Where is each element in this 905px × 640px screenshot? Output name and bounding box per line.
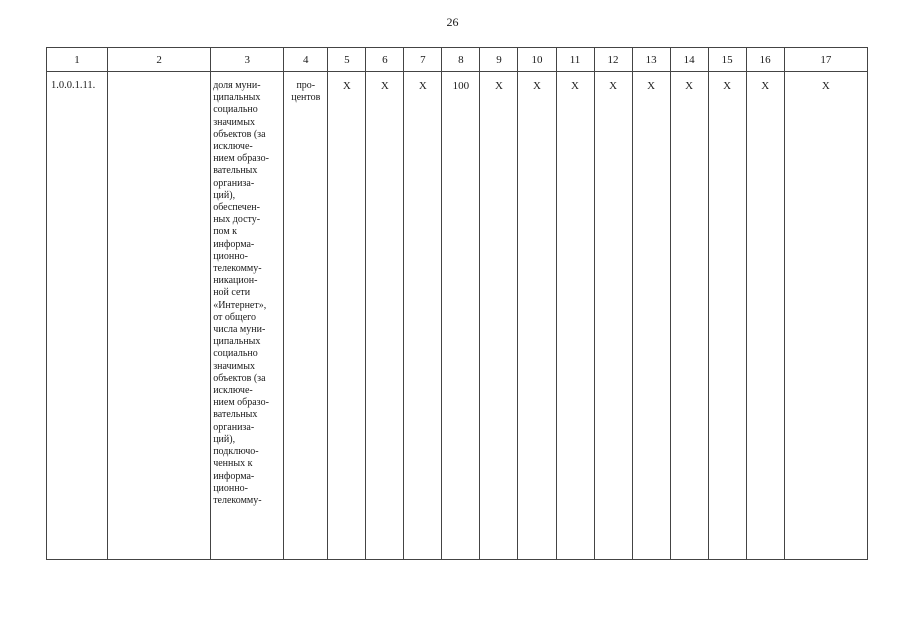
description-line: никацион- — [213, 275, 258, 287]
header-cell: 6 — [366, 48, 404, 72]
description-line: исключе- — [213, 141, 253, 153]
description-line: ционно- — [213, 250, 248, 262]
description-line: подключо- — [213, 446, 259, 458]
value-cell: Х — [784, 72, 867, 560]
description-line: ципальных — [213, 336, 261, 348]
description-line: информа- — [213, 470, 255, 482]
header-cell: 15 — [708, 48, 746, 72]
data-table — [46, 47, 868, 560]
header-cell: 5 — [328, 48, 366, 72]
description-line: телекомму- — [213, 494, 262, 506]
header-cell: 1 — [47, 48, 108, 72]
unit-line: центов — [291, 92, 321, 103]
description-line: социально — [213, 104, 258, 116]
description-line: исключе- — [213, 385, 253, 397]
description-line: информа- — [213, 238, 255, 250]
description-line: вательных — [213, 409, 258, 421]
value-cell: Х — [480, 72, 518, 560]
description-line: телекомму- — [213, 263, 262, 275]
description-line: значимых — [213, 360, 255, 372]
value-cell: Х — [632, 72, 670, 560]
unit-line: про- — [296, 80, 316, 91]
description-line: ций), — [213, 189, 236, 201]
value-cell: Х — [404, 72, 442, 560]
indicator-code: 1.0.0.1.11. — [47, 72, 108, 560]
description-line: ной сети — [213, 287, 251, 299]
description-line: организа- — [213, 177, 255, 189]
value-cell: Х — [518, 72, 556, 560]
header-cell: 12 — [594, 48, 632, 72]
header-cell: 10 — [518, 48, 556, 72]
value-cell: Х — [594, 72, 632, 560]
description-line: пом к — [213, 226, 238, 238]
description-line: ных досту- — [213, 214, 261, 226]
header-cell: 16 — [746, 48, 784, 72]
description-line: объектов (за — [213, 128, 266, 140]
header-cell: 14 — [670, 48, 708, 72]
description-line: значимых — [213, 116, 255, 128]
description-line: объектов (за — [213, 372, 266, 384]
page-number: 26 — [446, 15, 459, 29]
description-line: нием образо- — [213, 153, 269, 165]
description-line: ций), — [213, 433, 236, 445]
header-cell: 3 — [211, 48, 284, 72]
value-cell: Х — [708, 72, 746, 560]
value-cell: Х — [556, 72, 594, 560]
header-cell: 7 — [404, 48, 442, 72]
description-line: вательных — [213, 165, 258, 177]
header-row — [47, 48, 868, 72]
header-cell: 9 — [480, 48, 518, 72]
value-cell: Х — [746, 72, 784, 560]
description-line: ченных к — [213, 458, 253, 470]
description-line: нием образо- — [213, 397, 269, 409]
description-line: социально — [213, 348, 258, 360]
table-row — [47, 72, 868, 560]
header-cell: 13 — [632, 48, 670, 72]
unit-cell — [284, 72, 328, 560]
indicator-description — [211, 72, 284, 560]
description-line: ционно- — [213, 482, 248, 494]
value-cell: Х — [366, 72, 404, 560]
description-line: обеспечен- — [213, 202, 260, 214]
empty-cell — [108, 72, 211, 560]
header-cell: 4 — [284, 48, 328, 72]
header-cell: 2 — [108, 48, 211, 72]
header-cell: 8 — [442, 48, 480, 72]
description-line: от общего — [213, 311, 257, 323]
value-cell: Х — [670, 72, 708, 560]
value-cell: 100 — [442, 72, 480, 560]
value-cell: Х — [328, 72, 366, 560]
header-cell: 17 — [784, 48, 867, 72]
description-line: доля муни- — [213, 80, 261, 91]
description-line: организа- — [213, 421, 255, 433]
description-line: «Интернет», — [213, 299, 267, 311]
description-line: ципальных — [213, 92, 261, 104]
description-line: числа муни- — [213, 324, 266, 336]
header-cell: 11 — [556, 48, 594, 72]
